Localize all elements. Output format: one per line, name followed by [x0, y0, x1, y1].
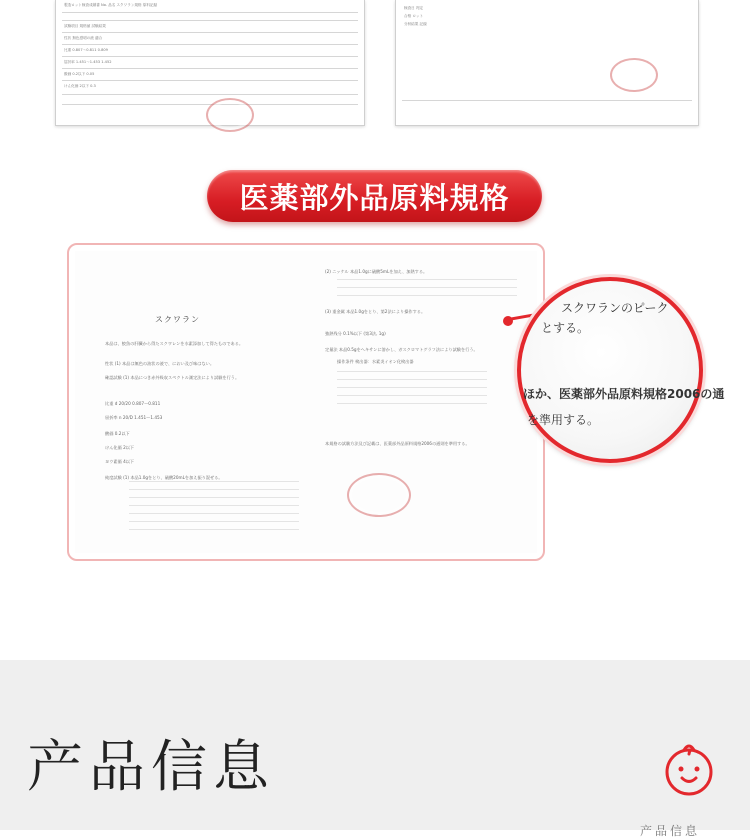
- spec-intro: 本品は、鮫魚の肝臓から得たスクワレンを水素添加して得たものである。: [105, 341, 244, 346]
- test-report-document-left: [55, 0, 365, 126]
- red-seal-stamp: [347, 473, 411, 517]
- doc-left-row: 酸価 0.2以下 0.05: [64, 72, 95, 76]
- red-seal-stamp: [206, 98, 254, 132]
- spec-document-frame: [67, 243, 545, 561]
- spec-right-item: (2) ニッケル 本品1.0gに硫酸5mLを加え、加熱する。: [325, 269, 428, 274]
- spec-left-item: 性状 (1) 本品は無色の油状の液で、におい及び味はない。: [105, 361, 215, 366]
- magnifier-line: を準用する。: [527, 413, 600, 427]
- doc-right-row: 検査日 判定: [404, 6, 424, 10]
- spec-left-item: けん化価 2以下: [105, 445, 135, 450]
- spec-left-item: 酸価 0.2以下: [105, 431, 130, 436]
- spec-right-item: 強熱残分 0.1%以下 (第3法, 1g): [325, 331, 386, 336]
- magnifier-line: スクワランのピーク: [561, 301, 669, 315]
- doc-right-row: 分析結果 記録: [404, 22, 427, 26]
- doc-left-header: 製造ロット検査成績書 No. 品名 スクワラン規格 原料記録: [64, 3, 158, 7]
- red-seal-stamp: [610, 58, 658, 92]
- spec-left-item: ヨウ素価 4以下: [105, 459, 135, 464]
- magnifier-line: ほか、医薬部外品原料規格2006の通: [523, 387, 725, 401]
- doc-left-row: 試験項目 規格値 試験結果: [64, 24, 106, 28]
- spec-left-item: 純度試験 (1) 本品1.0gをとり、硫酸20mLを加え振り混ぜる。: [105, 475, 223, 480]
- doc-left-row: 性状 無色澄明の液 適合: [64, 36, 103, 40]
- section-title-banner: [207, 170, 542, 222]
- magnifier-callout: [517, 277, 725, 463]
- magnifier-pointer-dot: [503, 316, 513, 326]
- baby-face-icon: [660, 740, 718, 798]
- spec-left-item: 比重 d 20/20 0.807～0.811: [105, 401, 161, 406]
- banner-title: 医薬部外品原料規格: [239, 180, 510, 215]
- doc-left-row: 屈折率 1.451～1.453 1.452: [64, 60, 112, 64]
- doc-right-row: 合格 ロット: [404, 14, 424, 18]
- magnifier-line: とする。: [541, 321, 590, 335]
- product-info-subtitle: 产品信息: [640, 824, 701, 838]
- doc-left-row: けん化価 2以下 0.3: [64, 84, 96, 88]
- spec-right-item: (3) 重金属 本品1.0gをとり、第2法により操作する。: [325, 309, 426, 314]
- spec-left-item: 確認試験 (1) 本品につき赤外吸収スペクトル測定法により試験を行う。: [105, 375, 240, 380]
- spec-right-item: 本規格の試験方法及び記載は、医薬部外品原料規格2006の通則を準用する。: [325, 441, 470, 446]
- spec-product-name: スクワラン: [155, 315, 200, 324]
- test-report-document-right: [395, 0, 699, 126]
- product-info-section: [0, 660, 750, 838]
- doc-left-row: 比重 0.807～0.811 0.809: [64, 48, 108, 52]
- spec-document: [75, 251, 537, 553]
- product-info-title: 产品信息: [27, 735, 275, 800]
- spec-right-item: 操作条件 検出器：水素炎イオン化検出器: [337, 359, 414, 364]
- spec-left-item: 屈折率 n 20/D 1.451～1.453: [105, 415, 163, 420]
- spec-right-item: 定量法 本品0.5gをヘキサンに溶かし、ガスクロマトグラフ法により試験を行う。: [325, 347, 478, 352]
